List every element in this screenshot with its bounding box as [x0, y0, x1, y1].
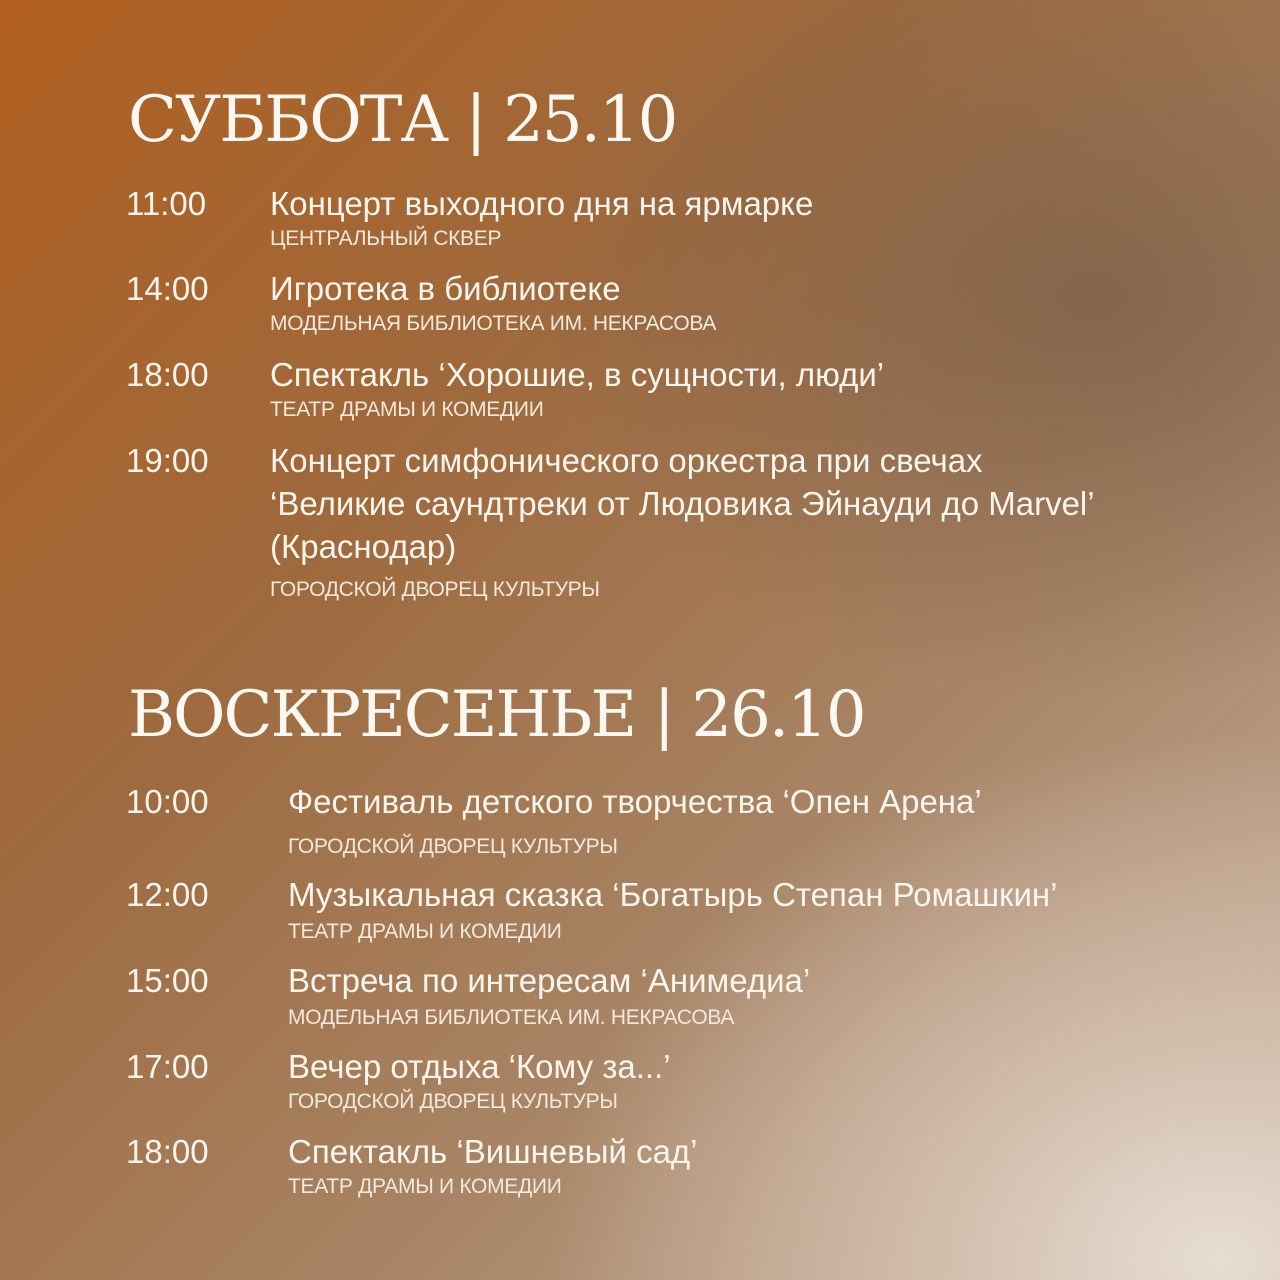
event-venue: ТЕАТР ДРАМЫ И КОМЕДИИ	[288, 920, 562, 943]
event-title-line: Концерт симфонического оркестра при свечах	[270, 442, 983, 479]
sunday-heading: ВОСКРЕСЕНЬЕ | 26.10	[128, 678, 865, 752]
event-venue: МОДЕЛЬНАЯ БИБЛИОТЕКА ИМ. НЕКРАСОВА	[270, 312, 717, 335]
event-time: 12:00	[126, 876, 209, 913]
event-time: 18:00	[126, 1133, 209, 1170]
event-title: Встреча по интересам ‘Анимедиа’	[288, 962, 811, 999]
event-title-line: ‘Великие саундтреки от Людовика Эйнауди до Marvel’	[270, 485, 1095, 522]
event-time: 14:00	[126, 270, 209, 307]
event-title: Спектакль ‘Вишневый сад’	[288, 1133, 698, 1170]
event-time: 11:00	[126, 185, 207, 222]
saturday-heading: СУББОТА | 25.10	[128, 83, 677, 157]
event-venue: МОДЕЛЬНАЯ БИБЛИОТЕКА ИМ. НЕКРАСОВА	[288, 1006, 735, 1029]
event-title: Вечер отдыха ‘Кому за...’	[288, 1048, 671, 1085]
event-title: Фестиваль детского творчества ‘Опен Арена’	[288, 783, 982, 820]
event-title-line: (Краснодар)	[270, 528, 457, 565]
event-venue: ГОРОДСКОЙ ДВОРЕЦ КУЛЬТУРЫ	[288, 835, 618, 858]
event-time: 10:00	[126, 783, 209, 820]
event-title: Спектакль ‘Хорошие, в сущности, люди’	[270, 356, 885, 393]
event-time: 19:00	[126, 442, 209, 479]
event-time: 15:00	[126, 962, 209, 999]
event-venue: ТЕАТР ДРАМЫ И КОМЕДИИ	[288, 1175, 562, 1198]
event-venue: ТЕАТР ДРАМЫ И КОМЕДИИ	[270, 398, 544, 421]
event-time: 18:00	[126, 356, 209, 393]
event-time: 17:00	[126, 1048, 209, 1085]
event-venue: ЦЕНТРАЛЬНЫЙ СКВЕР	[270, 227, 502, 250]
event-title: Концерт выходного дня на ярмарке	[270, 185, 814, 222]
event-venue: ГОРОДСКОЙ ДВОРЕЦ КУЛЬТУРЫ	[270, 578, 600, 601]
event-title: Музыкальная сказка ‘Богатырь Степан Ромашкин’	[288, 876, 1058, 913]
event-title: Игротека в библиотеке	[270, 270, 621, 307]
event-venue: ГОРОДСКОЙ ДВОРЕЦ КУЛЬТУРЫ	[288, 1090, 618, 1113]
